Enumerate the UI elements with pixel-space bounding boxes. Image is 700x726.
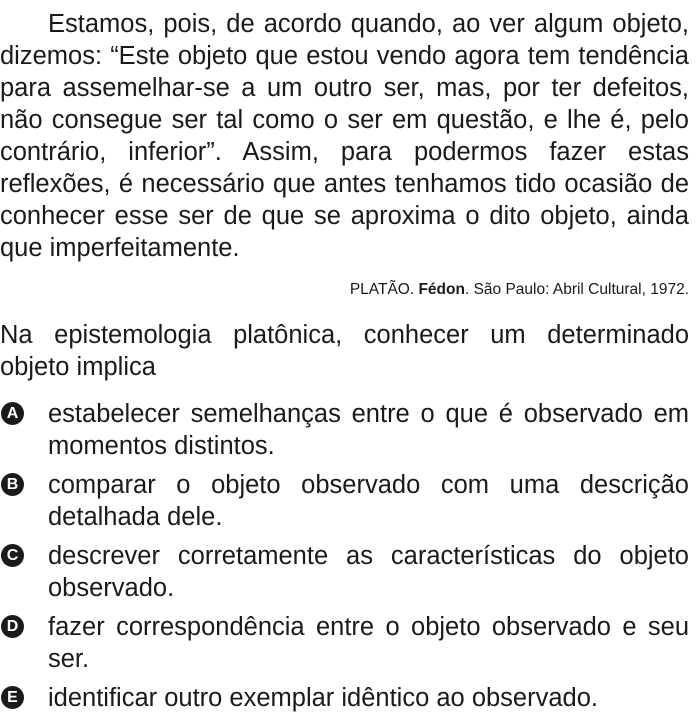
- answer-options: [0, 398, 689, 714]
- option-e-letter-icon: E: [1, 686, 24, 709]
- option-b[interactable]: [0, 469, 689, 533]
- source-citation: [0, 280, 689, 300]
- option-d-letter-icon: D: [1, 615, 24, 638]
- option-a[interactable]: [0, 398, 689, 462]
- option-c-letter-icon: C: [1, 544, 24, 567]
- option-b-letter-icon: B: [1, 473, 24, 496]
- option-a-text: estabelecer semelhanças entre o que é observado em momentos distintos.: [48, 400, 689, 460]
- source-publication: . São Paulo: Abril Cultural, 1972.: [464, 281, 689, 298]
- source-work: Fédon: [418, 281, 465, 298]
- option-e-text: identificar outro exemplar idêntico ao observado.: [48, 684, 598, 712]
- option-a-letter-icon: A: [1, 402, 24, 425]
- option-c-text: descrever corretamente as características do objeto observado.: [48, 542, 689, 602]
- option-b-text: comparar o objeto observado com uma descrição detalhada dele.: [48, 471, 689, 531]
- option-e[interactable]: [0, 682, 689, 714]
- source-author: PLATÃO.: [349, 281, 415, 298]
- question-stem: Na epistemologia platônica, conhecer um determinado objeto implica: [0, 321, 689, 381]
- option-d[interactable]: [0, 611, 689, 675]
- passage-text: Estamos, pois, de acordo quando, ao ver algum objeto, dizemos: “Este objeto que estou vendo agora tem tendência para assemelhar-se a um outro ser, mas, por ter defeitos, não consegue ser tal como o ser em questão, e lhe é, pelo contrário, inferior”. Assim, para podermos fazer estas reflexões, é necessário que antes tenhamos tido ocasião de conhecer esse ser de que se aproxima o dito objeto, ainda que imperfeitamente.: [0, 10, 689, 262]
- option-d-text: fazer correspondência entre o objeto observado e seu ser.: [48, 613, 689, 673]
- option-c[interactable]: [0, 540, 689, 604]
